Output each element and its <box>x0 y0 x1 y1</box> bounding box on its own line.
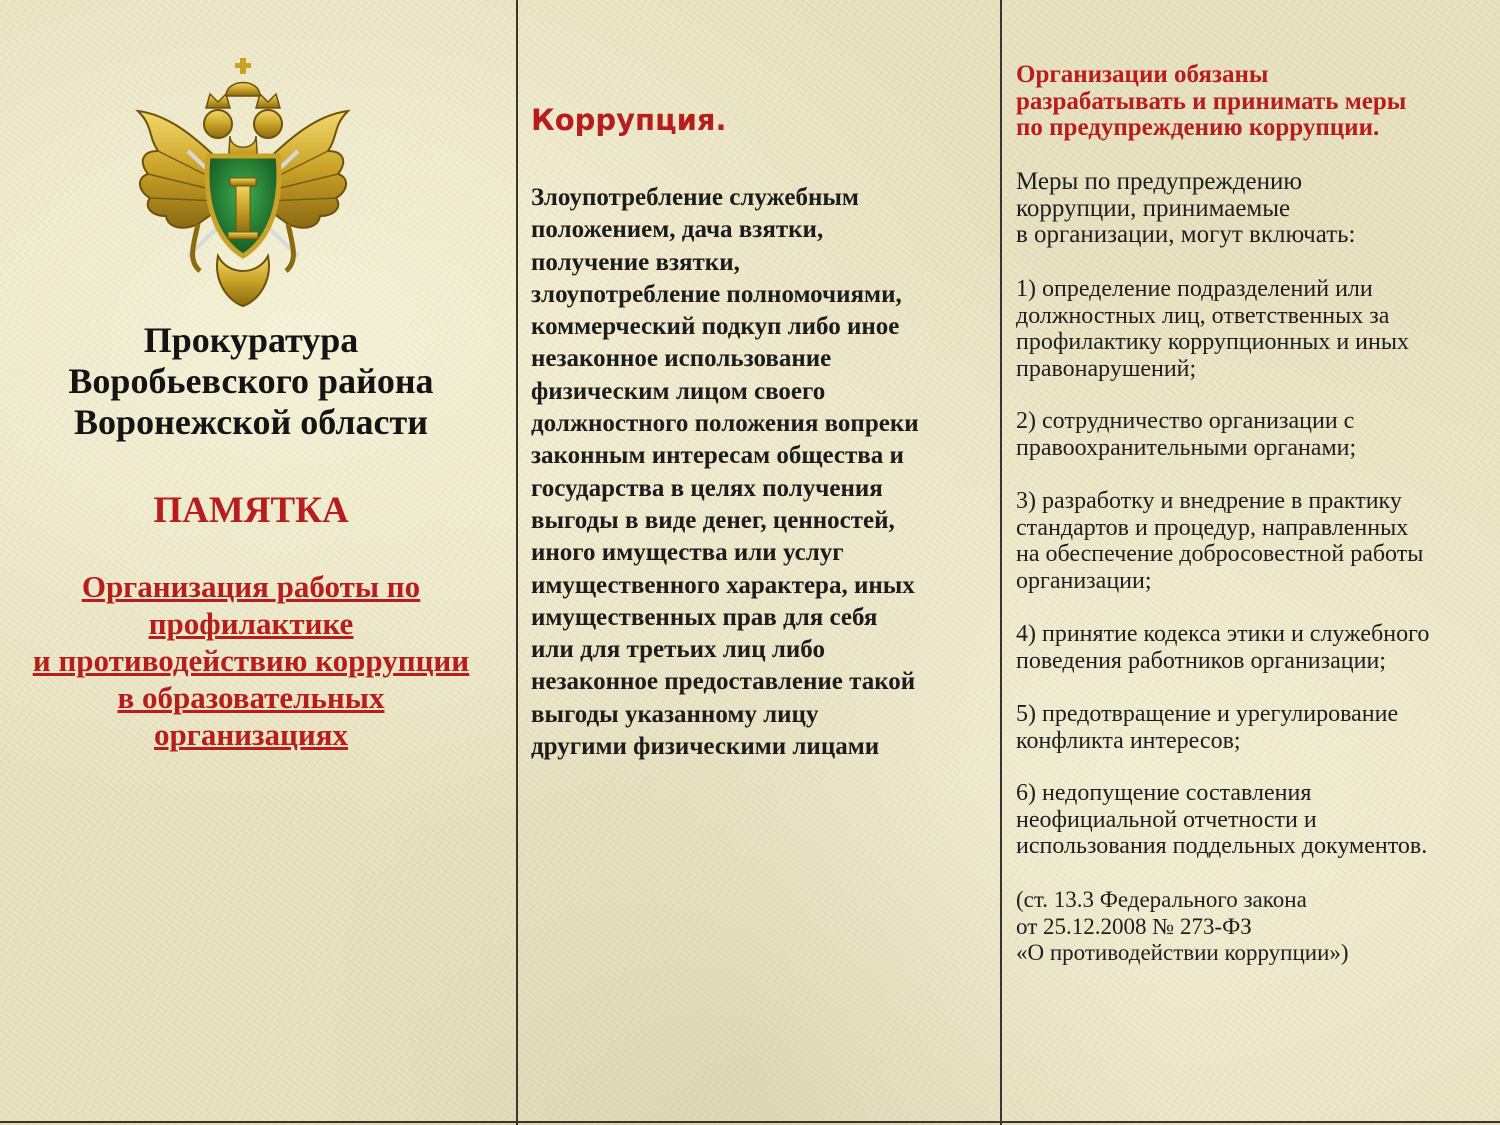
intro-line: коррупции, принимаемые <box>1016 194 1291 222</box>
measure-line: 5) предотвращение и урегулирование <box>1016 701 1399 727</box>
measure-line: правонарушений; <box>1016 355 1197 382</box>
definition-line: Злоупотребление служебным <box>531 184 859 211</box>
definition-line: коммерческий подкуп либо иное <box>531 313 900 341</box>
measure-item <box>1016 408 1494 461</box>
corruption-heading: Коррупция. <box>531 103 727 137</box>
definition-line: или для третьих лиц либо <box>531 636 825 664</box>
measure-item <box>1016 780 1494 860</box>
measure-line: правоохранительными органами; <box>1016 434 1357 461</box>
measure-item <box>1016 701 1494 754</box>
definition-line: имущественного характера, иных <box>531 571 915 599</box>
memo-subtitle-line: профилактике <box>148 606 354 641</box>
measure-item <box>1016 276 1494 382</box>
definition-line: другими физическими лицами <box>531 733 880 761</box>
definition-line: законным интересам общества и <box>531 442 904 470</box>
duty-heading-line: разрабатывать и принимать меры <box>1016 87 1407 115</box>
org-name-line: Воронежской области <box>74 402 428 442</box>
duty-heading-line: по предупреждению коррупции. <box>1016 114 1380 141</box>
org-name-line: Воробьевского района <box>68 361 434 401</box>
measure-line: использования поддельных документов. <box>1016 833 1428 859</box>
measure-line: 6) недопущение составления <box>1016 780 1312 806</box>
measure-line: 4) принятие кодекса этики и служебного <box>1016 621 1430 647</box>
memo-title: ПАМЯТКА <box>153 490 349 531</box>
duty-heading-line: Организации обязаны <box>1016 61 1269 88</box>
corruption-definition <box>531 182 993 763</box>
definition-line: имущественных прав для себя <box>531 603 878 631</box>
duty-heading <box>1016 62 1494 142</box>
measure-item <box>1016 621 1494 674</box>
definition-line: получение взятки, <box>531 248 740 276</box>
measure-line: стандартов и процедур, направленных <box>1016 514 1409 541</box>
definition-line: иного имущества или услуг <box>531 539 844 567</box>
measure-line: должностных лиц, ответственных за <box>1016 302 1390 329</box>
definition-line: выгоды указанному лицу <box>531 700 819 728</box>
measure-line: на обеспечение добросовестной работы <box>1016 541 1424 567</box>
definition-line: незаконное использование <box>531 345 832 373</box>
definition-line: выгоды в виде денег, ценностей, <box>531 506 895 534</box>
memo-subtitle <box>0 568 502 753</box>
measure-line: 1) определение подразделений или <box>1016 276 1373 302</box>
memo-subtitle-line: в образовательных <box>117 680 385 715</box>
measure-line: 2) сотрудничество организации с <box>1016 408 1355 434</box>
measure-line: профилактику коррупционных и иных <box>1016 329 1409 355</box>
memo-subtitle-line: и противодействию коррупции <box>32 643 470 678</box>
column-divider-left <box>516 0 518 1125</box>
definition-line: положением, дача взятки, <box>531 216 824 244</box>
law-reference <box>1016 887 1494 967</box>
definition-line: незаконное предоставление такой <box>531 668 916 696</box>
measure-line: организации; <box>1016 567 1152 594</box>
law-reference-line: «О противодействии коррупции») <box>1016 940 1349 965</box>
measure-line: 3) разработку и внедрение в практику <box>1016 488 1402 514</box>
memo-subtitle-line: организациях <box>154 717 348 752</box>
intro-line: Меры по предупреждению <box>1016 168 1303 195</box>
org-name-line: Прокуратура <box>143 320 359 360</box>
measure-line: неофициальной отчетности и <box>1016 806 1317 833</box>
organization-name <box>0 320 502 443</box>
definition-line: физическим лицом своего <box>531 377 826 405</box>
measure-item <box>1016 488 1494 594</box>
definition-line: злоупотребление полномочиями, <box>531 280 902 308</box>
memo-subtitle-line: Организация работы по <box>81 569 421 604</box>
intro-line: в организации, могут включать: <box>1016 221 1356 248</box>
measure-line: конфликта интересов; <box>1016 727 1241 754</box>
definition-line: государства в целях получения <box>531 474 883 502</box>
law-reference-line: (ст. 13.3 Федерального закона <box>1016 887 1307 912</box>
law-reference-line: от 25.12.2008 № 273-ФЗ <box>1016 913 1252 939</box>
measures-intro <box>1016 169 1494 249</box>
definition-line: должностного положения вопреки <box>531 410 919 438</box>
prosecutor-office-emblem-icon <box>118 56 368 318</box>
measure-line: поведения работников организации; <box>1016 647 1386 674</box>
column-divider-right <box>1000 0 1002 1125</box>
left-panel <box>0 0 502 1125</box>
